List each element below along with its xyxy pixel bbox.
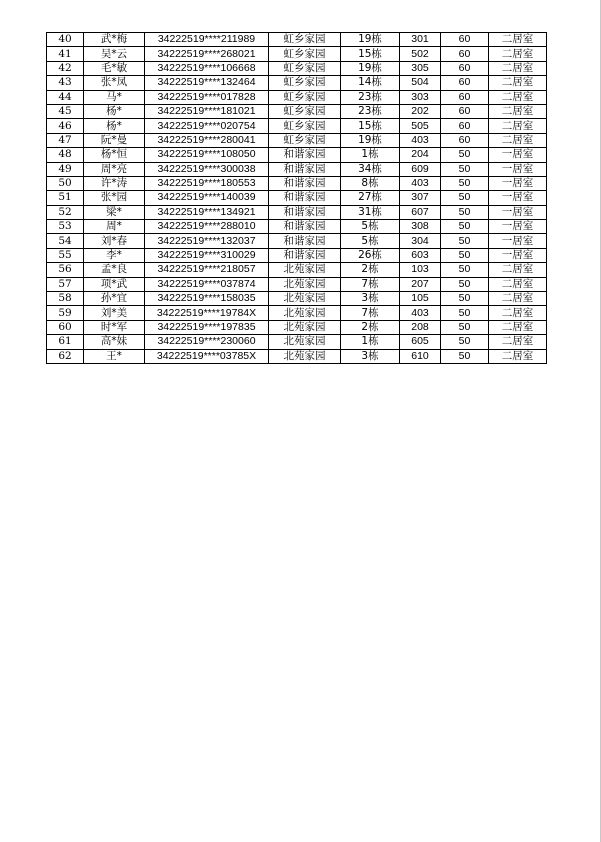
building-number: 14栋 xyxy=(341,76,400,90)
resident-name: 项*武 xyxy=(84,277,145,291)
unit-type: 一居室 xyxy=(489,148,547,162)
roster-body xyxy=(47,33,547,364)
resident-name: 杨* xyxy=(84,119,145,133)
area: 50 xyxy=(441,292,489,306)
row-number: 52 xyxy=(47,205,84,219)
building-number: 27栋 xyxy=(341,191,400,205)
id-number: 34222519****134921 xyxy=(145,205,269,219)
unit-type: 一居室 xyxy=(489,176,547,190)
room-number: 208 xyxy=(400,320,441,334)
resident-name: 孙*宜 xyxy=(84,292,145,306)
row-number: 62 xyxy=(47,349,84,363)
table-row xyxy=(47,220,547,234)
room-number: 103 xyxy=(400,263,441,277)
building-number: 2栋 xyxy=(341,320,400,334)
row-number: 55 xyxy=(47,248,84,262)
unit-type: 二居室 xyxy=(489,133,547,147)
area: 50 xyxy=(441,220,489,234)
unit-type: 二居室 xyxy=(489,47,547,61)
area: 60 xyxy=(441,61,489,75)
id-number: 34222519****230060 xyxy=(145,335,269,349)
resident-name: 马* xyxy=(84,90,145,104)
building-number: 5栋 xyxy=(341,220,400,234)
area: 50 xyxy=(441,248,489,262)
row-number: 46 xyxy=(47,119,84,133)
building-number: 15栋 xyxy=(341,119,400,133)
table-row xyxy=(47,148,547,162)
table-row xyxy=(47,335,547,349)
id-number: 34222519****197835 xyxy=(145,320,269,334)
resident-name: 梁* xyxy=(84,205,145,219)
building-number: 7栋 xyxy=(341,277,400,291)
unit-type: 二居室 xyxy=(489,277,547,291)
table-row xyxy=(47,90,547,104)
resident-name: 王* xyxy=(84,349,145,363)
table-row xyxy=(47,47,547,61)
area: 60 xyxy=(441,90,489,104)
unit-type: 一居室 xyxy=(489,205,547,219)
estate-name: 北苑家园 xyxy=(269,306,341,320)
id-number: 34222519****300038 xyxy=(145,162,269,176)
unit-type: 一居室 xyxy=(489,234,547,248)
building-number: 3栋 xyxy=(341,292,400,306)
room-number: 303 xyxy=(400,90,441,104)
area: 50 xyxy=(441,335,489,349)
building-number: 15栋 xyxy=(341,47,400,61)
estate-name: 虹乡家园 xyxy=(269,33,341,47)
estate-name: 和谐家园 xyxy=(269,148,341,162)
estate-name: 北苑家园 xyxy=(269,349,341,363)
area: 50 xyxy=(441,263,489,277)
table-row xyxy=(47,320,547,334)
room-number: 403 xyxy=(400,133,441,147)
unit-type: 一居室 xyxy=(489,191,547,205)
resident-name: 杨* xyxy=(84,104,145,118)
room-number: 307 xyxy=(400,191,441,205)
area: 60 xyxy=(441,133,489,147)
row-number: 40 xyxy=(47,33,84,47)
building-number: 1栋 xyxy=(341,148,400,162)
id-number: 34222519****158035 xyxy=(145,292,269,306)
resident-name: 周*亮 xyxy=(84,162,145,176)
id-number: 34222519****108050 xyxy=(145,148,269,162)
id-number: 34222519****020754 xyxy=(145,119,269,133)
row-number: 58 xyxy=(47,292,84,306)
table-row xyxy=(47,263,547,277)
row-number: 51 xyxy=(47,191,84,205)
id-number: 34222519****288010 xyxy=(145,220,269,234)
resident-name: 吴*云 xyxy=(84,47,145,61)
building-number: 34栋 xyxy=(341,162,400,176)
building-number: 1栋 xyxy=(341,335,400,349)
row-number: 41 xyxy=(47,47,84,61)
room-number: 105 xyxy=(400,292,441,306)
resident-name: 孟*良 xyxy=(84,263,145,277)
building-number: 7栋 xyxy=(341,306,400,320)
unit-type: 二居室 xyxy=(489,90,547,104)
table-row xyxy=(47,205,547,219)
table-row xyxy=(47,277,547,291)
table-row xyxy=(47,104,547,118)
id-number: 34222519****132037 xyxy=(145,234,269,248)
unit-type: 一居室 xyxy=(489,162,547,176)
housing-roster-table xyxy=(46,32,547,364)
id-number: 34222519****132464 xyxy=(145,76,269,90)
room-number: 607 xyxy=(400,205,441,219)
table-row xyxy=(47,133,547,147)
building-number: 19栋 xyxy=(341,133,400,147)
row-number: 48 xyxy=(47,148,84,162)
resident-name: 杨*恒 xyxy=(84,148,145,162)
id-number: 34222519****268021 xyxy=(145,47,269,61)
resident-name: 张*凤 xyxy=(84,76,145,90)
room-number: 207 xyxy=(400,277,441,291)
estate-name: 和谐家园 xyxy=(269,162,341,176)
unit-type: 二居室 xyxy=(489,263,547,277)
resident-name: 李* xyxy=(84,248,145,262)
estate-name: 和谐家园 xyxy=(269,248,341,262)
id-number: 34222519****140039 xyxy=(145,191,269,205)
room-number: 609 xyxy=(400,162,441,176)
area: 50 xyxy=(441,320,489,334)
resident-name: 刘*春 xyxy=(84,234,145,248)
room-number: 301 xyxy=(400,33,441,47)
area: 60 xyxy=(441,47,489,61)
room-number: 403 xyxy=(400,176,441,190)
area: 50 xyxy=(441,162,489,176)
area: 60 xyxy=(441,119,489,133)
room-number: 610 xyxy=(400,349,441,363)
id-number: 34222519****19784X xyxy=(145,306,269,320)
unit-type: 二居室 xyxy=(489,61,547,75)
table-row xyxy=(47,119,547,133)
row-number: 53 xyxy=(47,220,84,234)
building-number: 26栋 xyxy=(341,248,400,262)
estate-name: 虹乡家园 xyxy=(269,47,341,61)
row-number: 45 xyxy=(47,104,84,118)
row-number: 57 xyxy=(47,277,84,291)
area: 50 xyxy=(441,176,489,190)
unit-type: 一居室 xyxy=(489,248,547,262)
table-row xyxy=(47,61,547,75)
building-number: 23栋 xyxy=(341,104,400,118)
area: 50 xyxy=(441,349,489,363)
building-number: 8栋 xyxy=(341,176,400,190)
building-number: 2栋 xyxy=(341,263,400,277)
row-number: 44 xyxy=(47,90,84,104)
id-number: 34222519****017828 xyxy=(145,90,269,104)
area: 50 xyxy=(441,234,489,248)
area: 50 xyxy=(441,205,489,219)
table-row xyxy=(47,191,547,205)
table-row xyxy=(47,33,547,47)
row-number: 60 xyxy=(47,320,84,334)
unit-type: 二居室 xyxy=(489,119,547,133)
unit-type: 二居室 xyxy=(489,33,547,47)
estate-name: 和谐家园 xyxy=(269,220,341,234)
estate-name: 北苑家园 xyxy=(269,320,341,334)
table-row xyxy=(47,176,547,190)
room-number: 202 xyxy=(400,104,441,118)
unit-type: 一居室 xyxy=(489,220,547,234)
estate-name: 虹乡家园 xyxy=(269,119,341,133)
estate-name: 虹乡家园 xyxy=(269,133,341,147)
id-number: 34222519****106668 xyxy=(145,61,269,75)
row-number: 49 xyxy=(47,162,84,176)
id-number: 34222519****181021 xyxy=(145,104,269,118)
area: 50 xyxy=(441,277,489,291)
resident-name: 张*园 xyxy=(84,191,145,205)
table-row xyxy=(47,248,547,262)
room-number: 204 xyxy=(400,148,441,162)
table-row xyxy=(47,306,547,320)
resident-name: 周* xyxy=(84,220,145,234)
building-number: 19栋 xyxy=(341,61,400,75)
room-number: 308 xyxy=(400,220,441,234)
id-number: 34222519****037874 xyxy=(145,277,269,291)
building-number: 5栋 xyxy=(341,234,400,248)
row-number: 42 xyxy=(47,61,84,75)
room-number: 603 xyxy=(400,248,441,262)
row-number: 59 xyxy=(47,306,84,320)
area: 60 xyxy=(441,76,489,90)
area: 50 xyxy=(441,148,489,162)
resident-name: 高*妹 xyxy=(84,335,145,349)
row-number: 56 xyxy=(47,263,84,277)
row-number: 61 xyxy=(47,335,84,349)
resident-name: 时*军 xyxy=(84,320,145,334)
estate-name: 和谐家园 xyxy=(269,191,341,205)
room-number: 504 xyxy=(400,76,441,90)
table-row xyxy=(47,292,547,306)
estate-name: 和谐家园 xyxy=(269,234,341,248)
building-number: 3栋 xyxy=(341,349,400,363)
area: 60 xyxy=(441,104,489,118)
unit-type: 二居室 xyxy=(489,104,547,118)
unit-type: 二居室 xyxy=(489,292,547,306)
estate-name: 北苑家园 xyxy=(269,335,341,349)
table-row xyxy=(47,349,547,363)
estate-name: 北苑家园 xyxy=(269,292,341,306)
row-number: 43 xyxy=(47,76,84,90)
estate-name: 虹乡家园 xyxy=(269,104,341,118)
row-number: 54 xyxy=(47,234,84,248)
table-row xyxy=(47,234,547,248)
unit-type: 二居室 xyxy=(489,306,547,320)
area: 60 xyxy=(441,33,489,47)
room-number: 305 xyxy=(400,61,441,75)
area: 50 xyxy=(441,306,489,320)
id-number: 34222519****280041 xyxy=(145,133,269,147)
id-number: 34222519****211989 xyxy=(145,33,269,47)
row-number: 47 xyxy=(47,133,84,147)
id-number: 34222519****218057 xyxy=(145,263,269,277)
room-number: 505 xyxy=(400,119,441,133)
resident-name: 武*梅 xyxy=(84,33,145,47)
room-number: 502 xyxy=(400,47,441,61)
resident-name: 阮*曼 xyxy=(84,133,145,147)
row-number: 50 xyxy=(47,176,84,190)
room-number: 605 xyxy=(400,335,441,349)
resident-name: 刘*美 xyxy=(84,306,145,320)
estate-name: 北苑家园 xyxy=(269,277,341,291)
building-number: 31栋 xyxy=(341,205,400,219)
resident-name: 许*涛 xyxy=(84,176,145,190)
id-number: 34222519****180553 xyxy=(145,176,269,190)
unit-type: 二居室 xyxy=(489,349,547,363)
room-number: 304 xyxy=(400,234,441,248)
estate-name: 和谐家园 xyxy=(269,176,341,190)
room-number: 403 xyxy=(400,306,441,320)
estate-name: 和谐家园 xyxy=(269,205,341,219)
area: 50 xyxy=(441,191,489,205)
resident-name: 毛*敏 xyxy=(84,61,145,75)
id-number: 34222519****310029 xyxy=(145,248,269,262)
estate-name: 虹乡家园 xyxy=(269,61,341,75)
table-row xyxy=(47,162,547,176)
building-number: 23栋 xyxy=(341,90,400,104)
building-number: 19栋 xyxy=(341,33,400,47)
estate-name: 北苑家园 xyxy=(269,263,341,277)
estate-name: 虹乡家园 xyxy=(269,90,341,104)
unit-type: 二居室 xyxy=(489,76,547,90)
table-row xyxy=(47,76,547,90)
estate-name: 虹乡家园 xyxy=(269,76,341,90)
unit-type: 二居室 xyxy=(489,335,547,349)
id-number: 34222519****03785X xyxy=(145,349,269,363)
unit-type: 二居室 xyxy=(489,320,547,334)
